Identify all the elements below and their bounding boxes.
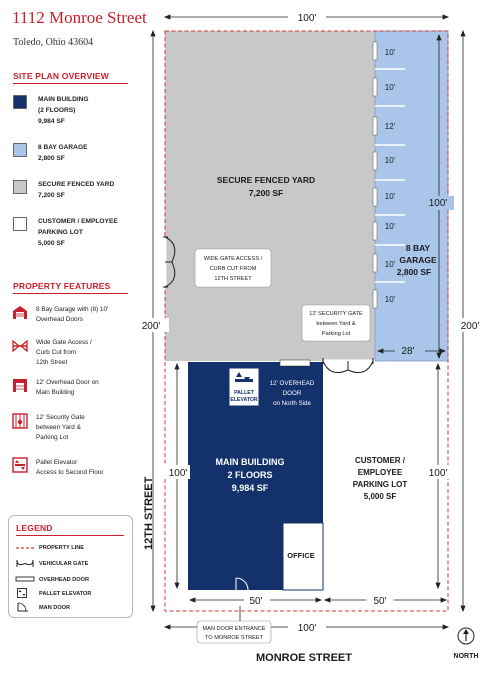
bay-width-label: 10' bbox=[384, 192, 396, 201]
legend-man-door: MAN DOOR bbox=[39, 605, 71, 611]
overhead-door-callout-2: DOOR bbox=[282, 390, 302, 397]
security-gate-callout-2: between Yard & bbox=[316, 321, 356, 327]
security-gate bbox=[323, 358, 375, 373]
main-overhead-door bbox=[280, 360, 310, 366]
dim-garage-height: 100' bbox=[428, 198, 448, 209]
dim-right: 200' bbox=[460, 321, 480, 332]
north-label: NORTH bbox=[453, 653, 479, 660]
garage-label-2: GARAGE bbox=[399, 255, 437, 265]
legend-heading: LEGEND bbox=[16, 523, 53, 533]
dim-top: 100' bbox=[297, 13, 317, 24]
wide-gate-callout-3: 12TH STREET bbox=[214, 276, 252, 282]
legend-pallet-elevator: PALLET ELEVATOR bbox=[39, 591, 92, 597]
man-door-callout: MAN DOOR ENTRANCE bbox=[202, 626, 266, 632]
north-arrow-icon bbox=[458, 628, 474, 644]
overview-item-parking: CUSTOMER / EMPLOYEE PARKING LOT 5,000 SF bbox=[38, 218, 118, 247]
legend-vehicular-gate: VEHICULAR GATE bbox=[39, 561, 89, 567]
bay-width-label: 10' bbox=[384, 48, 396, 57]
page-title: 1112 Monroe Street bbox=[12, 8, 147, 27]
address-subtitle: Toledo, Ohio 43604 bbox=[13, 37, 94, 48]
wide-gate-callout-2: CURB CUT FROM bbox=[209, 266, 257, 272]
legend-overhead-door: OVERHEAD DOOR bbox=[39, 577, 90, 583]
bay-width-label: 10' bbox=[384, 260, 396, 269]
parking-label-2: EMPLOYEE bbox=[357, 468, 403, 477]
main-building-label: MAIN BUILDING bbox=[215, 457, 285, 467]
overview-item-main-building: MAIN BUILDING (2 FLOORS) 9,984 SF bbox=[38, 96, 89, 125]
garage-area: 2,800 SF bbox=[396, 267, 432, 277]
pallet-elevator-label: PALLET bbox=[234, 390, 254, 396]
bay-width-label: 10' bbox=[384, 83, 396, 92]
office-label: OFFICE bbox=[287, 551, 315, 560]
overview-item-garage: 8 BAY GARAGE 2,800 SF bbox=[38, 144, 88, 162]
feature-security-gate: 12' Security Gate between Yard & Parking Lot bbox=[36, 414, 85, 441]
feature-overhead-door: 12' Overhead Door on Main Building bbox=[36, 379, 99, 396]
dim-parking-height: 100' bbox=[428, 468, 448, 479]
bay-width-label: 10' bbox=[384, 295, 396, 304]
man-door-callout-2: TO MONROE STREET bbox=[204, 635, 264, 641]
security-gate-callout: 12' SECURITY GATE bbox=[309, 311, 363, 317]
parking-label: CUSTOMER / bbox=[354, 456, 406, 465]
pallet-elevator-label-2: ELEVATOR bbox=[230, 397, 258, 403]
features-heading: PROPERTY FEATURES bbox=[13, 281, 111, 291]
yard-area: 7,200 SF bbox=[248, 188, 284, 198]
security-gate-callout-3: Parking Lot bbox=[321, 331, 351, 337]
feature-pallet-elevator: Pallet Elevator Access to Second Floor bbox=[36, 459, 104, 476]
bay-width-label: 10' bbox=[384, 222, 396, 231]
dim-main-height: 100' bbox=[168, 468, 188, 479]
street-west-label: 12TH STREET bbox=[143, 476, 155, 550]
main-building-floors: 2 FLOORS bbox=[227, 470, 273, 480]
bay-width-label: 12' bbox=[384, 122, 396, 131]
parking-label-3: PARKING LOT bbox=[352, 480, 408, 489]
dim-bottom: 100' bbox=[297, 623, 317, 634]
dim-left: 200' bbox=[141, 321, 161, 332]
dim-parking-width: 50' bbox=[373, 596, 387, 607]
overview-item-yard: SECURE FENCED YARD 7,200 SF bbox=[38, 181, 115, 199]
overview-heading: SITE PLAN OVERVIEW bbox=[13, 71, 110, 81]
overhead-door-callout: 12' OVERHEAD bbox=[269, 380, 315, 387]
wide-gate-callout: WIDE GATE ACCESS / bbox=[203, 256, 263, 262]
street-south-label: MONROE STREET bbox=[256, 652, 352, 664]
legend-property-line: PROPERTY LINE bbox=[39, 545, 84, 551]
bay-width-label: 10' bbox=[384, 156, 396, 165]
overhead-door-callout-3: on North Side bbox=[273, 400, 311, 407]
feature-vehicular-gate: Wide Gate Access / Curb Cut from 12th Street bbox=[36, 339, 92, 366]
dim-garage-width: 28' bbox=[401, 346, 415, 357]
yard-label: SECURE FENCED YARD bbox=[216, 175, 316, 185]
parking-area: 5,000 SF bbox=[363, 492, 397, 501]
main-building-area-text: 9,984 SF bbox=[231, 483, 269, 493]
garage-label: 8 BAY bbox=[405, 243, 431, 253]
dim-main-width: 50' bbox=[249, 596, 263, 607]
feature-garage: 8 Bay Garage with (8) 10' Overhead Doors bbox=[36, 306, 109, 323]
